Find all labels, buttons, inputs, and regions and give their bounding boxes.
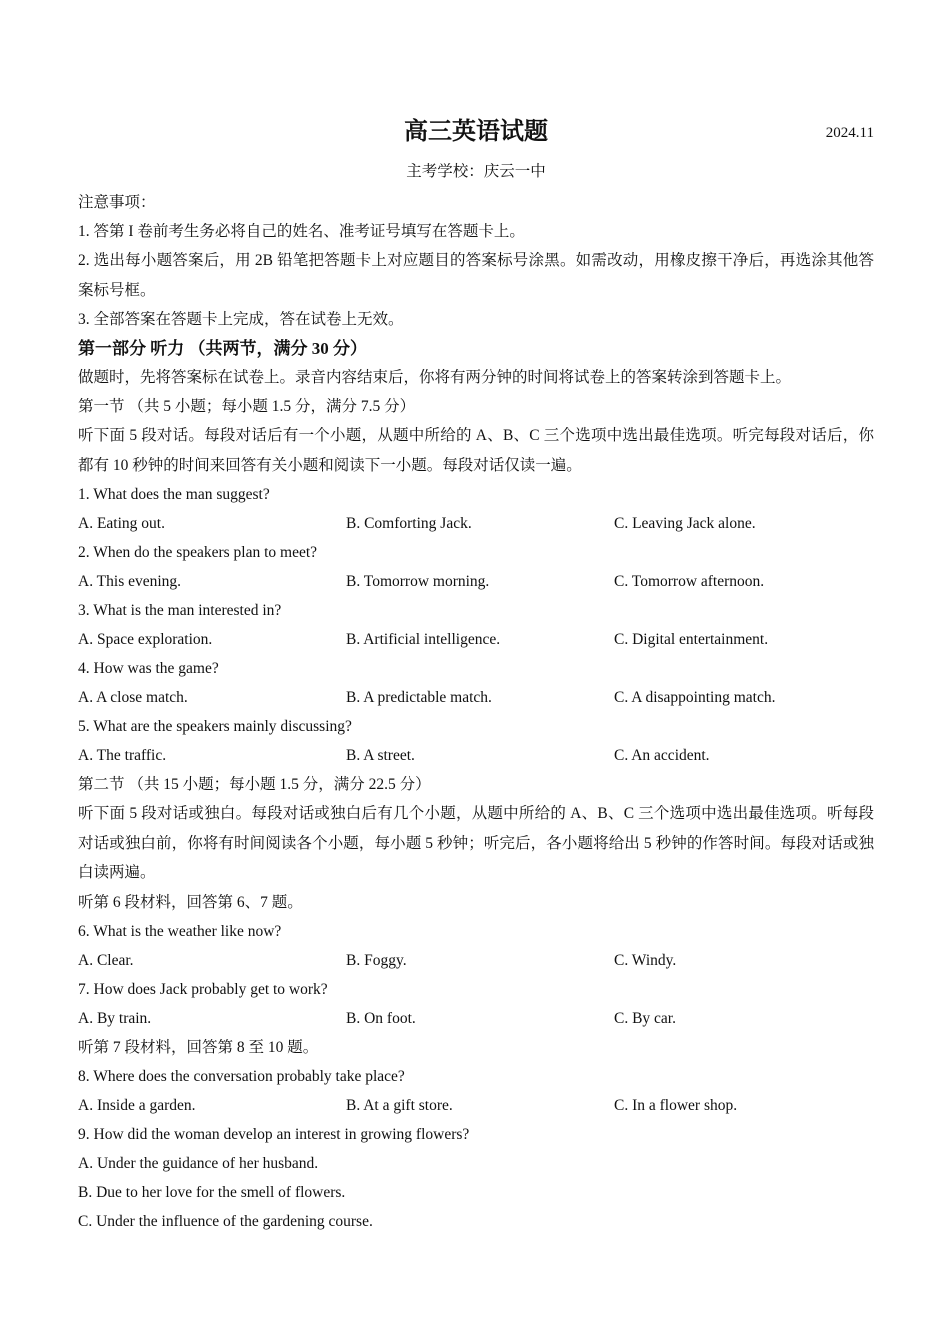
question-text: 6. What is the weather like now? [78, 922, 282, 940]
question-text: 3. What is the man interested in? [78, 602, 282, 619]
option-c: C. Tomorrow afternoon. [614, 573, 765, 590]
notes-heading: 注意事项： [78, 194, 156, 211]
option-a: A. Under the guidance of her husband. [78, 1154, 319, 1172]
note-item: 2. 选出每小题答案后，用 2B 铅笔把答题卡上对应题目的答案标号涂黑。如需改动，用橡皮擦干净后，再选涂其他答案标号框。 [78, 252, 874, 299]
option-a: A. By train. [78, 1009, 152, 1027]
options-row [78, 683, 874, 712]
notes-block [78, 188, 874, 334]
question-text: 4. How was the game? [78, 660, 219, 677]
question-block [78, 654, 874, 712]
options-row [78, 1091, 874, 1120]
section1-instruction: 听下面 5 段对话。每段对话后有一个小题，从题中所给的 A、B、C 三个选项中选出最佳选项。听完每段对话后，你都有 10 秒钟的时间来回答有关小题和阅读下一小题。每段对话仅读一遍。 [78, 427, 874, 474]
options-row [78, 741, 874, 770]
option-a: A. Space exploration. [78, 631, 213, 648]
option-a: A. This evening. [78, 573, 182, 590]
option-a: A. Eating out. [78, 515, 165, 532]
options-row [78, 567, 874, 596]
option-b: B. A street. [346, 747, 415, 764]
section2-heading: 第二节 （共 15 小题；每小题 1.5 分，满分 22.5 分） [78, 776, 431, 793]
option-b: B. Due to her love for the smell of flowers. [78, 1183, 346, 1201]
part1-instruction: 做题时，先将答案标在试卷上。录音内容结束后，你将有两分钟的时间将试卷上的答案转涂到答题卡上。 [78, 369, 792, 386]
question-block [78, 917, 874, 975]
question-text: 9. How did the woman develop an interest in growing flowers? [78, 1125, 470, 1143]
option-a: A. The traffic. [78, 747, 167, 764]
question-block [78, 480, 874, 538]
question-text: 5. What are the speakers mainly discussing? [78, 718, 352, 735]
section2-instruction: 听下面 5 段对话或独白。每段对话或独白后有几个小题，从题中所给的 A、B、C 三个选项中选出最佳选项。听每段对话或独白前，你将有时间阅读各个小题，每小题 5 秒钟；听完后，各小题将给出 5 秒钟的作答时间。每段对话或独白读两遍。 [78, 805, 874, 881]
option-c: C. By car. [614, 1009, 676, 1027]
question-text: 8. Where does the conversation probably take place? [78, 1067, 405, 1085]
host-school: 主考学校：庆云一中 [406, 163, 546, 180]
option-c: C. Under the influence of the gardening course. [78, 1212, 373, 1230]
question-text: 2. When do the speakers plan to meet? [78, 544, 318, 561]
section1-heading: 第一节 （共 5 小题；每小题 1.5 分，满分 7.5 分） [78, 398, 416, 415]
exam-page [78, 112, 874, 1236]
option-b: B. At a gift store. [346, 1096, 453, 1114]
option-b: B. A predictable match. [346, 689, 492, 706]
options-row [78, 625, 874, 654]
question-block [78, 1062, 874, 1120]
question-block [78, 596, 874, 654]
option-b: B. Tomorrow morning. [346, 573, 490, 590]
note-item: 3. 全部答案在答题卡上完成，答在试卷上无效。 [78, 311, 404, 328]
option-c: C. Windy. [614, 951, 677, 969]
material-instruction: 听第 6 段材料，回答第 6、7 题。 [78, 893, 303, 911]
option-b: B. Comforting Jack. [346, 515, 472, 532]
question-text: 1. What does the man suggest? [78, 486, 270, 503]
option-b: B. On foot. [346, 1009, 416, 1027]
title-row [78, 112, 874, 152]
options-row [78, 1004, 874, 1033]
question-block [78, 1120, 874, 1236]
option-a: A. A close match. [78, 689, 188, 706]
material-instruction: 听第 7 段材料，回答第 8 至 10 题。 [78, 1038, 319, 1056]
option-b: B. Artificial intelligence. [346, 631, 501, 648]
exam-title: 高三英语试题 [404, 119, 548, 145]
question-block [78, 712, 874, 770]
option-a: A. Clear. [78, 951, 134, 969]
option-c: C. Leaving Jack alone. [614, 515, 756, 532]
options-row [78, 509, 874, 538]
option-a: A. Inside a garden. [78, 1096, 196, 1114]
option-c: C. In a flower shop. [614, 1096, 738, 1114]
part1-heading: 第一部分 听力 （共两节，满分 30 分） [78, 339, 367, 358]
note-item: 1. 答第 I 卷前考生务必将自己的姓名、准考证号填写在答题卡上。 [78, 223, 525, 240]
question-block [78, 538, 874, 596]
option-c: C. A disappointing match. [614, 689, 776, 706]
option-b: B. Foggy. [346, 951, 407, 969]
option-c: C. An accident. [614, 747, 710, 764]
exam-date: 2024.11 [825, 125, 874, 141]
options-row [78, 946, 874, 975]
question-block [78, 975, 874, 1033]
option-c: C. Digital entertainment. [614, 631, 769, 648]
question-text: 7. How does Jack probably get to work? [78, 980, 328, 998]
